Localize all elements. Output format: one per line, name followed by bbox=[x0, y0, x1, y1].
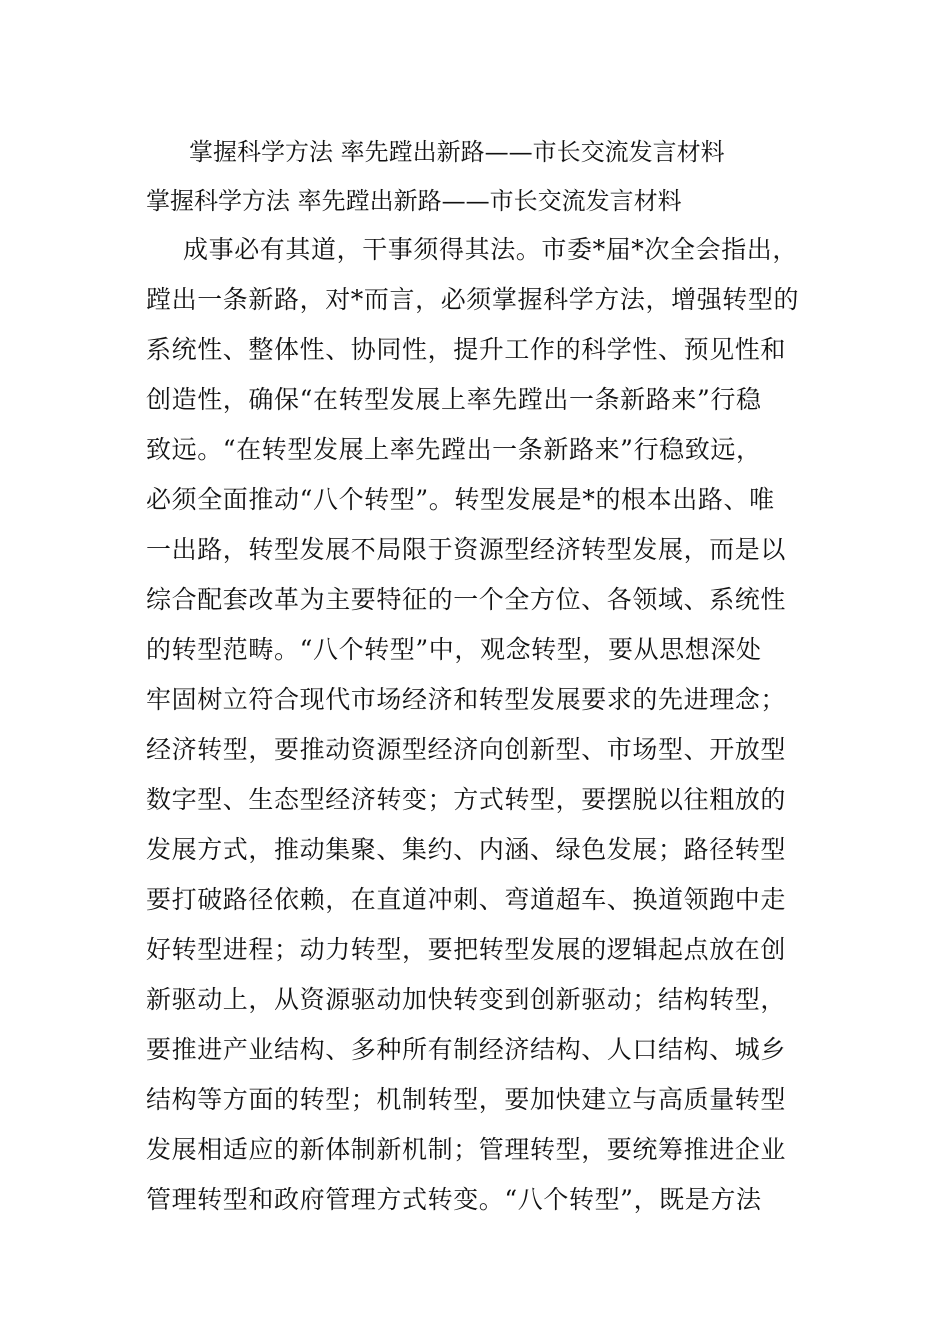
body-line: 的转型范畴。“八个转型”中，观念转型，要从思想深处 bbox=[146, 635, 762, 664]
document-body bbox=[146, 225, 816, 1225]
body-line: 牢固树立符合现代市场经济和转型发展要求的先进理念； bbox=[146, 685, 787, 714]
body-line: 数字型、生态型经济转变；方式转型，要摆脱以往粗放的 bbox=[146, 785, 787, 814]
body-line: 要推进产业结构、多种所有制经济结构、人口结构、城乡 bbox=[146, 1035, 787, 1064]
body-line: 致远。“在转型发展上率先蹚出一条新路来”行稳致远， bbox=[146, 435, 762, 464]
body-line: 综合配套改革为主要特征的一个全方位、各领域、系统性 bbox=[146, 585, 787, 614]
body-line: 一出路，转型发展不局限于资源型经济转型发展，而是以 bbox=[146, 535, 787, 564]
body-line: 要打破路径依赖，在直道冲刺、弯道超车、换道领跑中走 bbox=[146, 885, 787, 914]
body-line: 管理转型和政府管理方式转变。“八个转型”，既是方法 bbox=[146, 1185, 762, 1214]
document-title-line-2: 掌握科学方法 率先蹚出新路——市长交流发言材料 bbox=[146, 187, 682, 215]
body-line: 发展方式，推动集聚、集约、内涵、绿色发展；路径转型 bbox=[146, 835, 787, 864]
body-line: 发展相适应的新体制新机制；管理转型，要统筹推进企业 bbox=[146, 1135, 787, 1164]
body-line: 经济转型，要推动资源型经济向创新型、市场型、开放型 bbox=[146, 735, 787, 764]
body-line: 创造性，确保“在转型发展上率先蹚出一条新路来”行稳 bbox=[146, 385, 762, 414]
body-line: 必须全面推动“八个转型”。转型发展是*的根本出路、唯 bbox=[146, 485, 775, 514]
body-line: 蹚出一条新路，对*而言，必须掌握科学方法，增强转型的 bbox=[146, 285, 800, 314]
body-line: 好转型进程；动力转型，要把转型发展的逻辑起点放在创 bbox=[146, 935, 787, 964]
body-line: 结构等方面的转型；机制转型，要加快建立与高质量转型 bbox=[146, 1085, 787, 1114]
document-title-line-1: 掌握科学方法 率先蹚出新路——市长交流发言材料 bbox=[189, 138, 725, 166]
body-line: 新驱动上，从资源驱动加快转变到创新驱动；结构转型， bbox=[146, 985, 787, 1014]
body-line: 系统性、整体性、协同性，提升工作的科学性、预见性和 bbox=[146, 335, 787, 364]
body-line: 成事必有其道，干事须得其法。市委*届*次全会指出， bbox=[183, 235, 799, 264]
